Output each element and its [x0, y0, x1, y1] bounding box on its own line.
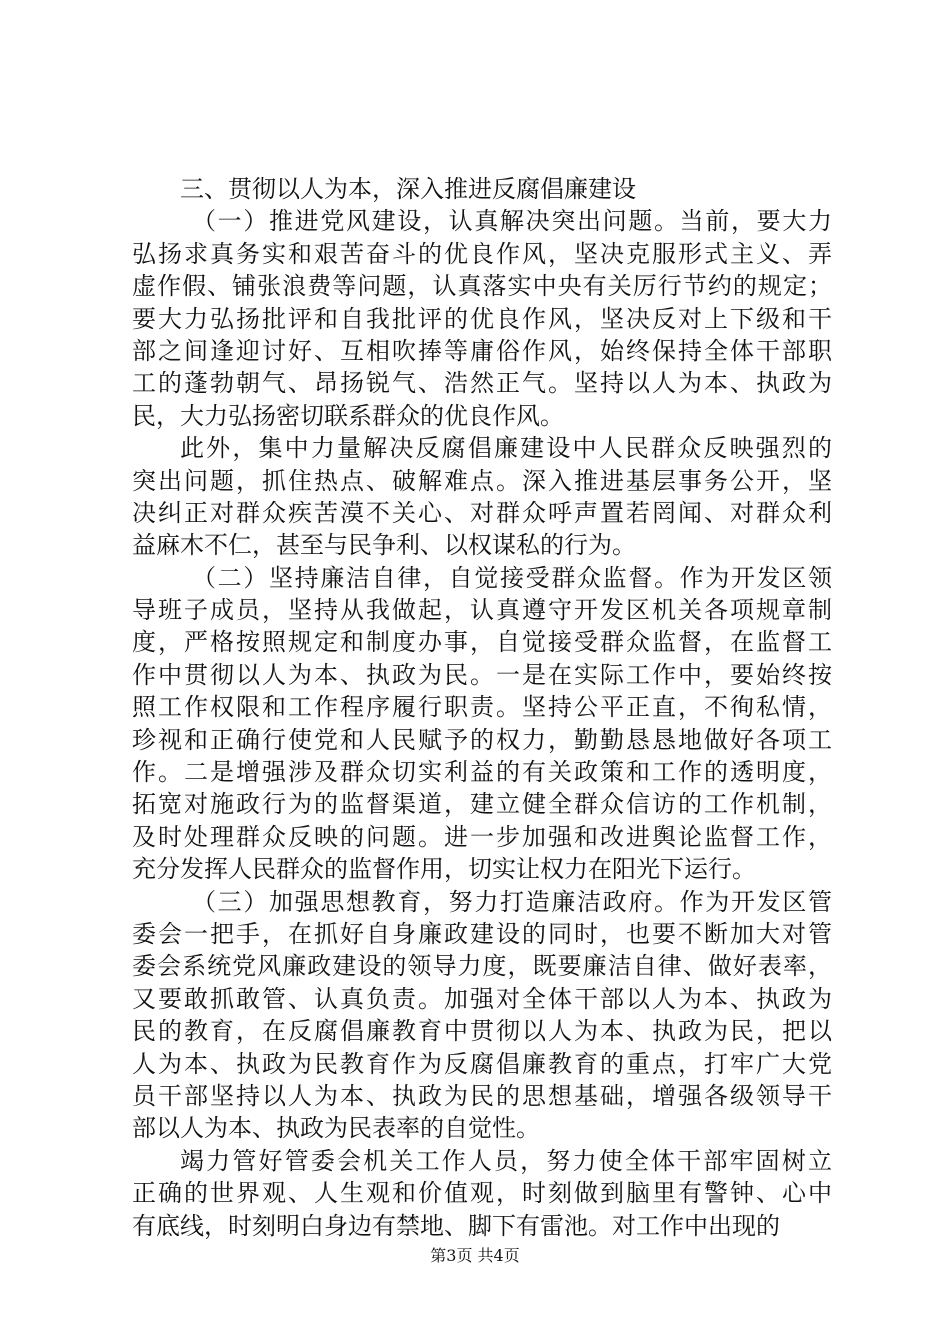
- text-line: 拓宽对施政行为的监督渠道，建立健全群众信访的工作机制，: [132, 790, 832, 819]
- text-line: （一）推进党风建设，认真解决突出问题。当前，要大力: [192, 207, 832, 236]
- paragraph: [132, 1145, 832, 1242]
- text-line: 珍视和正确行使党和人民赋予的权力，勤勤恳恳地做好各项工: [132, 725, 832, 754]
- text-line: 照工作权限和工作程序履行职责。坚持公平正直，不徇私情，: [132, 693, 832, 722]
- paragraph: [132, 886, 832, 1145]
- text-line: 导班子成员，坚持从我做起，认真遵守开发区机关各项规章制: [132, 596, 832, 625]
- paragraph: [132, 432, 832, 562]
- text-line: 部之间逢迎讨好、互相吹捧等庸俗作风，始终保持全体干部职: [132, 336, 832, 365]
- text-line: 度，严格按照规定和制度办事，自觉接受群众监督，在监督工: [132, 628, 832, 657]
- text-line: 有底线，时刻明白身边有禁地、脚下有雷池。对工作中出现的: [132, 1211, 780, 1240]
- text-line: 部以人为本、执政为民表率的自觉性。: [132, 1114, 540, 1143]
- text-line: 竭力管好管委会机关工作人员，努力使全体干部牢固树立: [180, 1146, 832, 1175]
- text-line: 作。二是增强涉及群众切实利益的有关政策和工作的透明度，: [132, 758, 832, 787]
- text-line: 充分发挥人民群众的监督作用，切实让权力在阳光下运行。: [132, 855, 756, 884]
- text-line: 人为本、执政为民教育作为反腐倡廉教育的重点，打牢广大党: [132, 1049, 832, 1078]
- page-footer: 第3页 共4页: [430, 1246, 520, 1265]
- text-line: 民，大力弘扬密切联系群众的优良作风。: [132, 401, 564, 430]
- text-line: （三）加强思想教育，努力打造廉洁政府。作为开发区管: [192, 887, 832, 916]
- paragraph: [132, 562, 832, 886]
- text-line: 工的蓬勃朝气、昂扬锐气、浩然正气。坚持以人为本、执政为: [132, 369, 832, 398]
- text-line: 益麻木不仁，甚至与民争利、以权谋私的行为。: [132, 531, 636, 560]
- text-line: 员干部坚持以人为本、执政为民的思想基础，增强各级领导干: [132, 1081, 832, 1110]
- paragraph: [132, 205, 832, 432]
- text-line: 要大力弘扬批评和自我批评的优良作风，坚决反对上下级和干: [132, 304, 832, 333]
- text-line: 民的教育，在反腐倡廉教育中贯彻以人为本、执政为民，把以: [132, 1017, 832, 1046]
- text-line: 决纠正对群众疾苦漠不关心、对群众呼声置若罔闻、对群众利: [132, 498, 832, 527]
- text-line: 及时处理群众反映的问题。进一步加强和改进舆论监督工作，: [132, 822, 832, 851]
- document-body: [132, 173, 832, 1242]
- text-line: 突出问题，抓住热点、破解难点。深入推进基层事务公开，坚: [132, 466, 832, 495]
- text-line: 虚作假、铺张浪费等问题，认真落实中央有关厉行节约的规定；: [132, 272, 832, 301]
- text-line: 正确的世界观、人生观和价值观，时刻做到脑里有警钟、心中: [132, 1179, 832, 1208]
- text-line: 委会一把手，在抓好自身廉政建设的同时，也要不断加大对管: [132, 919, 832, 948]
- text-line: （二）坚持廉洁自律，自觉接受群众监督。作为开发区领: [192, 563, 832, 592]
- text-line: 三、贯彻以人为本，深入推进反腐倡廉建设: [180, 175, 636, 203]
- text-line: 弘扬求真务实和艰苦奋斗的优良作风，坚决克服形式主义、弄: [132, 239, 832, 268]
- section-heading: [132, 173, 832, 205]
- text-line: 委会系统党风廉政建设的领导力度，既要廉洁自律、做好表率，: [132, 952, 832, 981]
- text-line: 又要敢抓敢管、认真负责。加强对全体干部以人为本、执政为: [132, 984, 832, 1013]
- text-line: 此外，集中力量解决反腐倡廉建设中人民群众反映强烈的: [180, 434, 832, 463]
- text-line: 作中贯彻以人为本、执政为民。一是在实际工作中，要始终按: [132, 660, 832, 689]
